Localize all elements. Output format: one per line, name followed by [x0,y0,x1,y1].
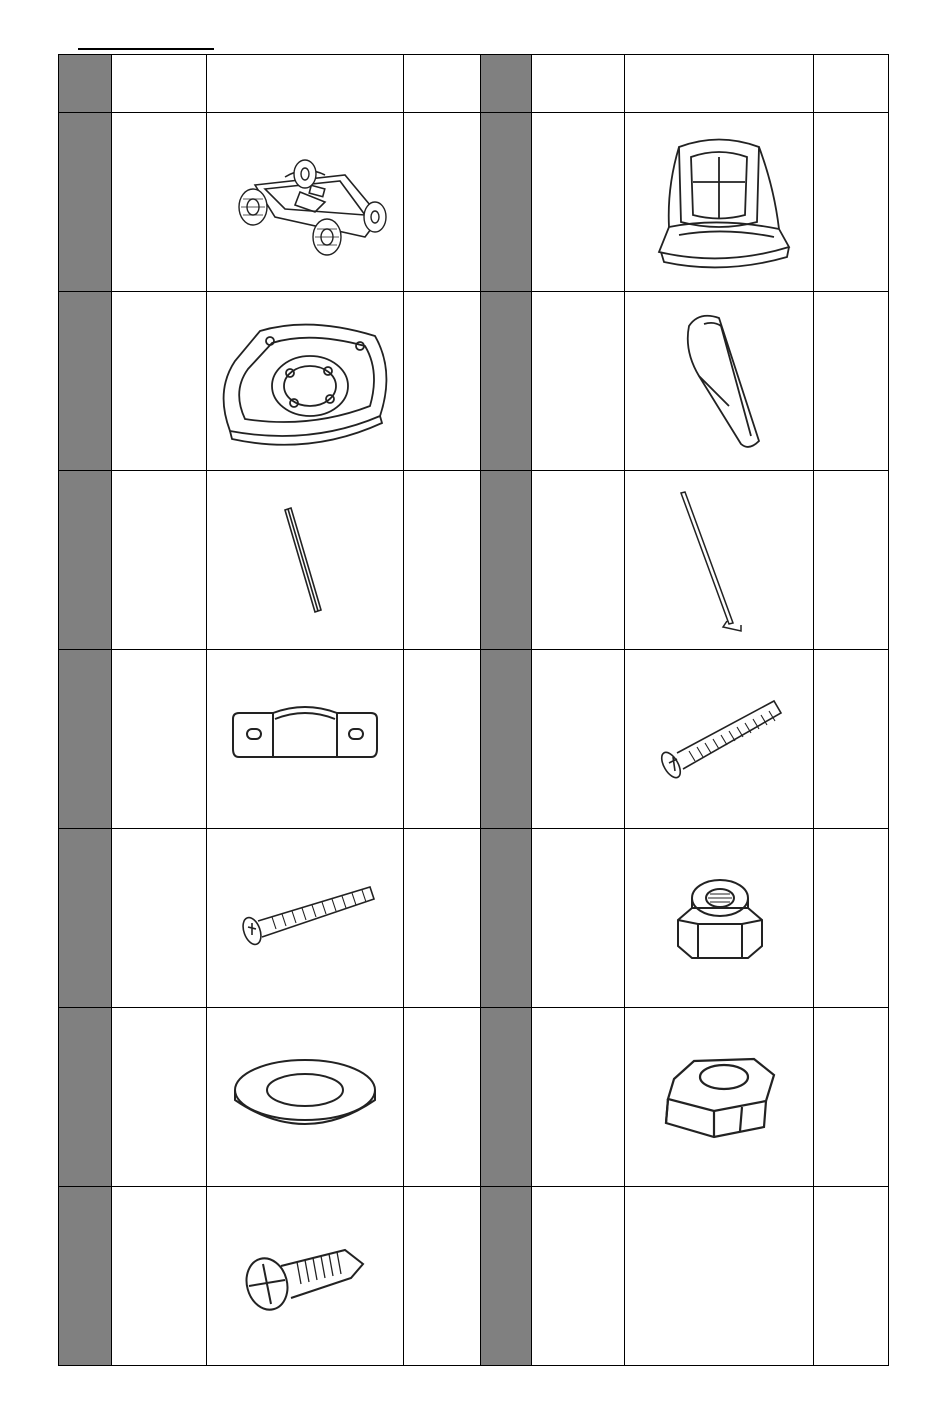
title-underline [78,48,214,50]
part-name-cell [112,1187,207,1366]
part-qty-cell [404,292,481,471]
phillips-screw-icon [235,1226,375,1326]
long-rod-icon [659,485,779,635]
table-row [59,1187,889,1366]
part-qty-cell [404,1187,481,1366]
part-number-cell [59,113,112,292]
part-picture-cell [625,1008,814,1187]
washer-icon [225,1052,385,1142]
bolt-icon [230,873,380,963]
part-number-cell [481,471,532,650]
part-qty-cell [814,650,889,829]
part-name-cell [532,113,625,292]
header-no-left [59,55,112,113]
part-number-cell [59,471,112,650]
part-number-cell [481,292,532,471]
part-qty-cell [404,650,481,829]
part-name-cell [112,1008,207,1187]
header-name-right [532,55,625,113]
header-qty-right [814,55,889,113]
pipe-clamp-icon [225,699,385,779]
part-picture-cell [207,650,404,829]
part-name-cell [112,650,207,829]
header-name-left [112,55,207,113]
part-qty-cell [404,471,481,650]
steering-wheel-icon [210,311,400,451]
part-picture-cell [207,471,404,650]
hex-nut-icon [654,1047,784,1147]
part-name-cell [112,292,207,471]
table-row [59,471,889,650]
table-row [59,292,889,471]
part-number-cell [481,1008,532,1187]
part-qty-cell [814,471,889,650]
part-name-cell [112,471,207,650]
part-number-cell [59,1008,112,1187]
header-picture-left [207,55,404,113]
part-qty-cell [404,829,481,1008]
gear-lever-icon [659,306,779,456]
part-qty-cell [814,829,889,1008]
part-name-cell [532,650,625,829]
part-number-cell [59,650,112,829]
part-number-cell [481,829,532,1008]
part-name-cell [112,829,207,1008]
part-number-cell [59,1187,112,1366]
table-row [59,1008,889,1187]
seat-icon [639,127,799,277]
part-number-cell [59,829,112,1008]
parts-list-table [58,54,889,1366]
part-name-cell [532,1008,625,1187]
part-name-cell [532,1187,625,1366]
table-header-row [59,55,889,113]
part-picture-cell [207,292,404,471]
chassis-with-wheels-icon [215,147,395,257]
part-qty-cell [814,113,889,292]
short-rod-icon [245,490,365,630]
part-picture-cell [207,1008,404,1187]
part-picture-cell [625,292,814,471]
part-picture-cell [625,650,814,829]
part-picture-cell [207,1187,404,1366]
part-name-cell [532,471,625,650]
part-name-cell [112,113,207,292]
part-name-cell [532,829,625,1008]
part-picture-cell [625,471,814,650]
part-name-cell [532,292,625,471]
table-row [59,113,889,292]
part-picture-cell [625,829,814,1008]
part-number-cell [59,292,112,471]
part-qty-cell [404,113,481,292]
part-number-cell [481,650,532,829]
part-qty-cell [814,1008,889,1187]
lock-nut-icon [664,868,774,968]
part-picture-cell [625,1187,814,1366]
header-no-right [481,55,532,113]
part-number-cell [481,113,532,292]
part-picture-cell [207,829,404,1008]
part-qty-cell [814,292,889,471]
header-qty-left [404,55,481,113]
part-picture-cell [625,113,814,292]
table-row [59,650,889,829]
table-row [59,829,889,1008]
long-bolt-icon [649,689,789,789]
header-picture-right [625,55,814,113]
part-qty-cell [814,1187,889,1366]
part-qty-cell [404,1008,481,1187]
part-number-cell [481,1187,532,1366]
part-picture-cell [207,113,404,292]
